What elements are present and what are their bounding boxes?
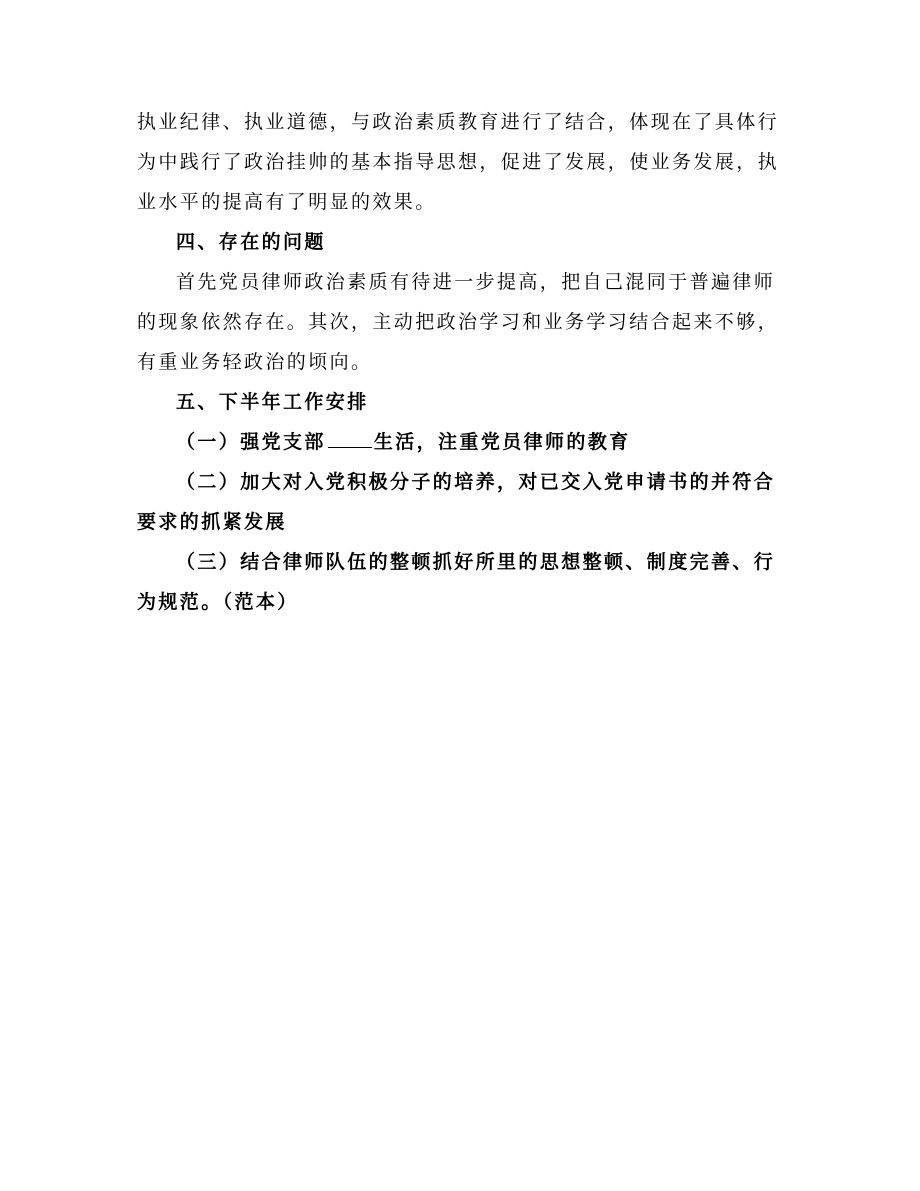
paragraph-line: 首先党员律师政治素质有待进一步提高，把自己混同于普遍律师	[176, 271, 776, 293]
section-heading-four: 四、存在的问题	[176, 231, 326, 253]
plan-item-2-line: （二）加大对入党积极分子的培养，对已交入党申请书的并符合	[176, 471, 776, 493]
plan-item-3-line: （三）结合律师队伍的整顿抓好所里的思想整顿、制度完善、行	[176, 551, 776, 573]
paragraph-line: 业水平的提高有了明显的效果。	[137, 191, 437, 213]
plan-item-1-text-before: （一）强党支部	[176, 431, 326, 453]
plan-item-1	[137, 422, 787, 462]
paragraph-line: 的现象依然存在。其次，主动把政治学习和业务学习结合起来不够，	[137, 311, 780, 333]
paragraph-line: 为中践行了政治挂帅的基本指导思想，促进了发展，使业务发展，执	[137, 151, 780, 173]
plan-item-1-text-after: 生活，注重党员律师的教育	[373, 431, 631, 453]
fill-in-blank	[328, 429, 372, 448]
paragraph-line: 执业纪律、执业道德，与政治素质教育进行了结合，体现在了具体行	[137, 111, 780, 133]
paragraph-line: 有重业务轻政治的顷向。	[137, 351, 373, 373]
section-heading-five: 五、下半年工作安排	[176, 391, 369, 413]
plan-item-2-line: 要求的抓紧发展	[137, 511, 287, 533]
plan-item-3-line: 为规范。（范本）	[137, 591, 299, 613]
document-body	[137, 102, 787, 622]
